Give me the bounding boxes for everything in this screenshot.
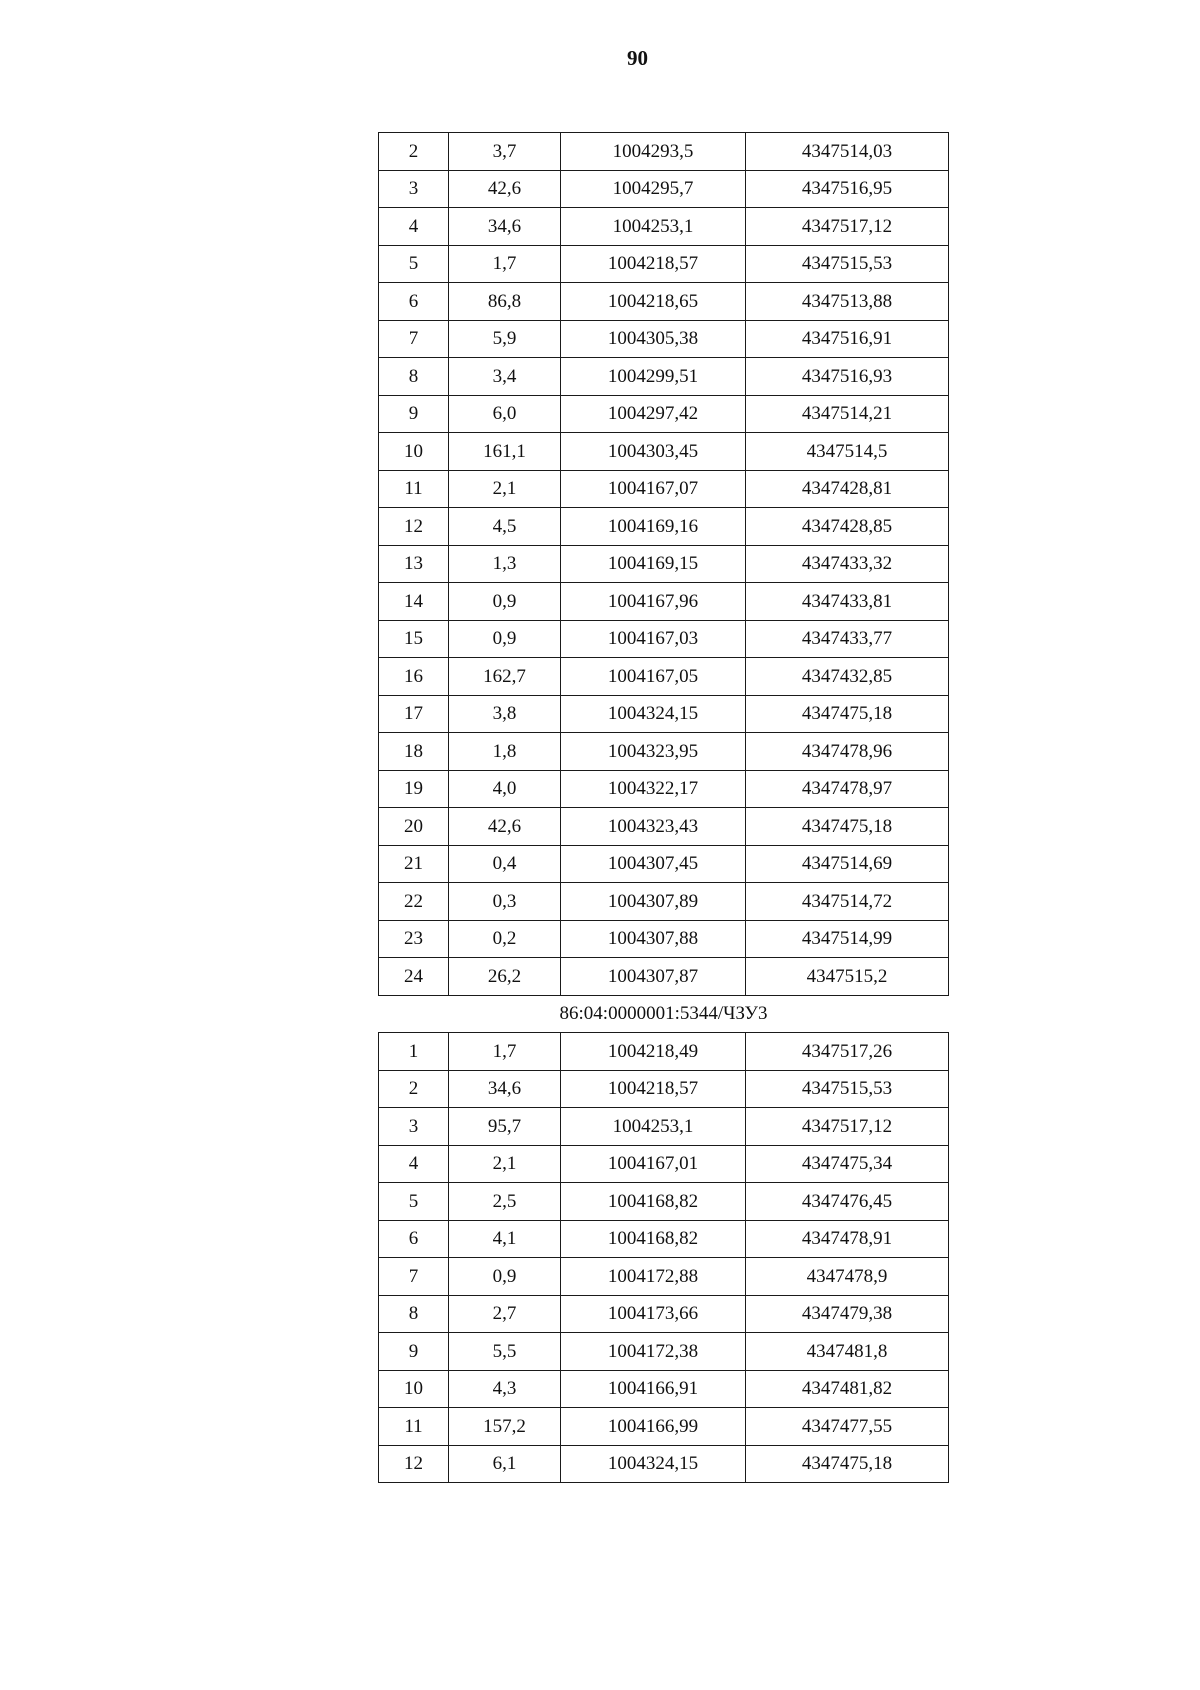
x-coordinate-cell: 1004167,01: [561, 1145, 746, 1183]
length-cell: 1,8: [449, 733, 561, 771]
table-row: [379, 1333, 949, 1371]
point-number-cell: 1: [379, 1033, 449, 1071]
point-number-cell: 15: [379, 620, 449, 658]
length-cell: 161,1: [449, 433, 561, 471]
y-coordinate-cell: 4347481,8: [746, 1333, 949, 1371]
point-number-cell: 3: [379, 170, 449, 208]
table-row: [379, 958, 949, 996]
y-coordinate-cell: 4347478,96: [746, 733, 949, 771]
length-cell: 3,8: [449, 695, 561, 733]
y-coordinate-cell: 4347428,85: [746, 508, 949, 546]
table-row: [379, 620, 949, 658]
table-row: [379, 733, 949, 771]
length-cell: 4,5: [449, 508, 561, 546]
x-coordinate-cell: 1004166,91: [561, 1370, 746, 1408]
x-coordinate-cell: 1004307,87: [561, 958, 746, 996]
table-row: [379, 845, 949, 883]
table-row: [379, 545, 949, 583]
y-coordinate-cell: 4347517,12: [746, 208, 949, 246]
table-row: [379, 1033, 949, 1071]
x-coordinate-cell: 1004297,42: [561, 395, 746, 433]
point-number-cell: 8: [379, 358, 449, 396]
table-row: [379, 1070, 949, 1108]
y-coordinate-cell: 4347478,9: [746, 1258, 949, 1296]
point-number-cell: 4: [379, 208, 449, 246]
y-coordinate-cell: 4347516,91: [746, 320, 949, 358]
x-coordinate-cell: 1004303,45: [561, 433, 746, 471]
y-coordinate-cell: 4347514,03: [746, 133, 949, 171]
x-coordinate-cell: 1004172,88: [561, 1258, 746, 1296]
length-cell: 0,2: [449, 920, 561, 958]
x-coordinate-cell: 1004307,45: [561, 845, 746, 883]
coordinates-table: [378, 132, 949, 1483]
point-number-cell: 2: [379, 1070, 449, 1108]
y-coordinate-cell: 4347516,93: [746, 358, 949, 396]
page-number: 90: [627, 46, 648, 70]
point-number-cell: 6: [379, 283, 449, 321]
table-row: [379, 320, 949, 358]
coordinates-table-body: [379, 133, 949, 1483]
table-row: [379, 283, 949, 321]
y-coordinate-cell: 4347515,53: [746, 245, 949, 283]
table-row: [379, 1258, 949, 1296]
y-coordinate-cell: 4347433,32: [746, 545, 949, 583]
point-number-cell: 16: [379, 658, 449, 696]
table-row: [379, 1108, 949, 1146]
point-number-cell: 13: [379, 545, 449, 583]
y-coordinate-cell: 4347515,2: [746, 958, 949, 996]
y-coordinate-cell: 4347433,81: [746, 583, 949, 621]
length-cell: 4,3: [449, 1370, 561, 1408]
table-row: [379, 508, 949, 546]
point-number-cell: 6: [379, 1220, 449, 1258]
length-cell: 86,8: [449, 283, 561, 321]
length-cell: 2,1: [449, 1145, 561, 1183]
point-number-cell: 23: [379, 920, 449, 958]
table-row: [379, 133, 949, 171]
length-cell: 5,5: [449, 1333, 561, 1371]
table-row: [379, 1408, 949, 1446]
x-coordinate-cell: 1004169,16: [561, 508, 746, 546]
x-coordinate-cell: 1004295,7: [561, 170, 746, 208]
y-coordinate-cell: 4347432,85: [746, 658, 949, 696]
y-coordinate-cell: 4347514,99: [746, 920, 949, 958]
length-cell: 0,9: [449, 620, 561, 658]
x-coordinate-cell: 1004168,82: [561, 1183, 746, 1221]
x-coordinate-cell: 1004299,51: [561, 358, 746, 396]
y-coordinate-cell: 4347475,18: [746, 808, 949, 846]
length-cell: 6,1: [449, 1445, 561, 1483]
point-number-cell: 9: [379, 395, 449, 433]
x-coordinate-cell: 1004307,88: [561, 920, 746, 958]
point-number-cell: 9: [379, 1333, 449, 1371]
length-cell: 26,2: [449, 958, 561, 996]
x-coordinate-cell: 1004167,03: [561, 620, 746, 658]
y-coordinate-cell: 4347478,97: [746, 770, 949, 808]
table-row: [379, 433, 949, 471]
x-coordinate-cell: 1004218,49: [561, 1033, 746, 1071]
x-coordinate-cell: 1004323,95: [561, 733, 746, 771]
table-row: [379, 1183, 949, 1221]
y-coordinate-cell: 4347517,26: [746, 1033, 949, 1071]
length-cell: 0,9: [449, 1258, 561, 1296]
table-row: [379, 170, 949, 208]
x-coordinate-cell: 1004169,15: [561, 545, 746, 583]
length-cell: 1,7: [449, 1033, 561, 1071]
length-cell: 6,0: [449, 395, 561, 433]
length-cell: 5,9: [449, 320, 561, 358]
x-coordinate-cell: 1004324,15: [561, 695, 746, 733]
y-coordinate-cell: 4347515,53: [746, 1070, 949, 1108]
point-number-cell: 10: [379, 1370, 449, 1408]
table-row: [379, 470, 949, 508]
table-row: [379, 1145, 949, 1183]
point-number-cell: 17: [379, 695, 449, 733]
length-cell: 34,6: [449, 208, 561, 246]
y-coordinate-cell: 4347477,55: [746, 1408, 949, 1446]
y-coordinate-cell: 4347514,72: [746, 883, 949, 921]
point-number-cell: 11: [379, 470, 449, 508]
table-row: [379, 358, 949, 396]
y-coordinate-cell: 4347514,69: [746, 845, 949, 883]
length-cell: 3,4: [449, 358, 561, 396]
length-cell: 3,7: [449, 133, 561, 171]
point-number-cell: 12: [379, 508, 449, 546]
x-coordinate-cell: 1004218,57: [561, 245, 746, 283]
section-heading: 86:04:0000001:5344/ЧЗУ3: [379, 995, 949, 1033]
table-row: [379, 770, 949, 808]
table-row: [379, 245, 949, 283]
point-number-cell: 14: [379, 583, 449, 621]
y-coordinate-cell: 4347478,91: [746, 1220, 949, 1258]
y-coordinate-cell: 4347513,88: [746, 283, 949, 321]
table-row: [379, 583, 949, 621]
point-number-cell: 10: [379, 433, 449, 471]
length-cell: 42,6: [449, 808, 561, 846]
point-number-cell: 24: [379, 958, 449, 996]
y-coordinate-cell: 4347475,18: [746, 695, 949, 733]
point-number-cell: 8: [379, 1295, 449, 1333]
x-coordinate-cell: 1004253,1: [561, 1108, 746, 1146]
table-row: [379, 1295, 949, 1333]
x-coordinate-cell: 1004324,15: [561, 1445, 746, 1483]
table-row: [379, 1370, 949, 1408]
x-coordinate-cell: 1004172,38: [561, 1333, 746, 1371]
point-number-cell: 3: [379, 1108, 449, 1146]
x-coordinate-cell: 1004253,1: [561, 208, 746, 246]
table-row: [379, 208, 949, 246]
x-coordinate-cell: 1004218,57: [561, 1070, 746, 1108]
table-row: [379, 658, 949, 696]
table-row: [379, 1220, 949, 1258]
y-coordinate-cell: 4347514,5: [746, 433, 949, 471]
x-coordinate-cell: 1004167,96: [561, 583, 746, 621]
length-cell: 34,6: [449, 1070, 561, 1108]
table-row: [379, 808, 949, 846]
x-coordinate-cell: 1004307,89: [561, 883, 746, 921]
y-coordinate-cell: 4347475,34: [746, 1145, 949, 1183]
table-row: [379, 695, 949, 733]
point-number-cell: 5: [379, 1183, 449, 1221]
x-coordinate-cell: 1004293,5: [561, 133, 746, 171]
table-row: [379, 920, 949, 958]
point-number-cell: 19: [379, 770, 449, 808]
length-cell: 2,1: [449, 470, 561, 508]
y-coordinate-cell: 4347517,12: [746, 1108, 949, 1146]
length-cell: 162,7: [449, 658, 561, 696]
section-heading-row: [379, 995, 949, 1033]
length-cell: 1,3: [449, 545, 561, 583]
length-cell: 42,6: [449, 170, 561, 208]
length-cell: 0,3: [449, 883, 561, 921]
x-coordinate-cell: 1004166,99: [561, 1408, 746, 1446]
length-cell: 157,2: [449, 1408, 561, 1446]
y-coordinate-cell: 4347479,38: [746, 1295, 949, 1333]
length-cell: 1,7: [449, 245, 561, 283]
y-coordinate-cell: 4347428,81: [746, 470, 949, 508]
y-coordinate-cell: 4347433,77: [746, 620, 949, 658]
table-row: [379, 1445, 949, 1483]
y-coordinate-cell: 4347475,18: [746, 1445, 949, 1483]
point-number-cell: 12: [379, 1445, 449, 1483]
length-cell: 0,4: [449, 845, 561, 883]
point-number-cell: 7: [379, 1258, 449, 1296]
table-row: [379, 395, 949, 433]
table-row: [379, 883, 949, 921]
length-cell: 95,7: [449, 1108, 561, 1146]
point-number-cell: 21: [379, 845, 449, 883]
point-number-cell: 20: [379, 808, 449, 846]
x-coordinate-cell: 1004173,66: [561, 1295, 746, 1333]
x-coordinate-cell: 1004305,38: [561, 320, 746, 358]
length-cell: 4,0: [449, 770, 561, 808]
length-cell: 4,1: [449, 1220, 561, 1258]
point-number-cell: 2: [379, 133, 449, 171]
length-cell: 2,7: [449, 1295, 561, 1333]
x-coordinate-cell: 1004167,07: [561, 470, 746, 508]
y-coordinate-cell: 4347514,21: [746, 395, 949, 433]
point-number-cell: 4: [379, 1145, 449, 1183]
y-coordinate-cell: 4347481,82: [746, 1370, 949, 1408]
length-cell: 2,5: [449, 1183, 561, 1221]
point-number-cell: 5: [379, 245, 449, 283]
x-coordinate-cell: 1004322,17: [561, 770, 746, 808]
length-cell: 0,9: [449, 583, 561, 621]
point-number-cell: 18: [379, 733, 449, 771]
point-number-cell: 7: [379, 320, 449, 358]
x-coordinate-cell: 1004167,05: [561, 658, 746, 696]
point-number-cell: 11: [379, 1408, 449, 1446]
y-coordinate-cell: 4347516,95: [746, 170, 949, 208]
x-coordinate-cell: 1004323,43: [561, 808, 746, 846]
x-coordinate-cell: 1004218,65: [561, 283, 746, 321]
x-coordinate-cell: 1004168,82: [561, 1220, 746, 1258]
y-coordinate-cell: 4347476,45: [746, 1183, 949, 1221]
point-number-cell: 22: [379, 883, 449, 921]
